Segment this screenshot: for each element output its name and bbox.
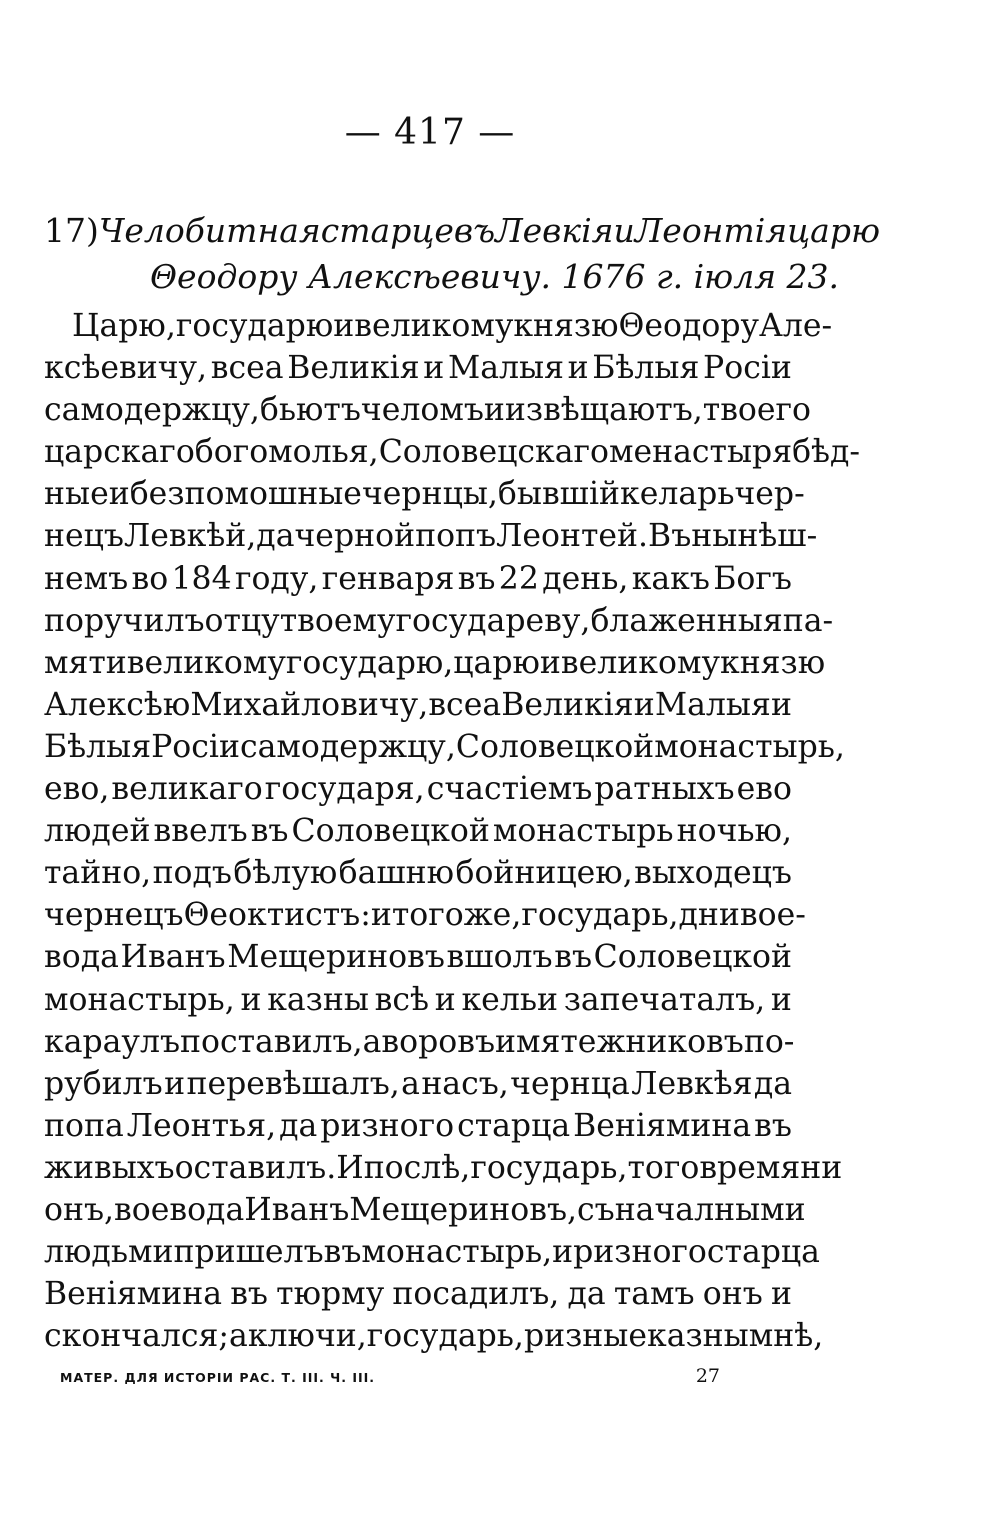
word: во [131,560,169,597]
word: Соловецскаго [378,434,609,471]
word: ризного [573,1234,707,1271]
heading-line-1 [44,208,881,254]
word: воровъ [381,1023,495,1060]
word: посадилъ, [392,1276,560,1313]
word: Великія [501,686,634,723]
text-line [44,1231,820,1273]
word: келарь [620,476,735,513]
word: дни [678,897,740,934]
word: па- [782,602,834,639]
word: и [333,308,355,344]
heading-word: царю [787,211,881,250]
text-line [44,389,812,431]
word: ризные [523,1318,647,1355]
word: въ [250,813,289,850]
word: 22 [498,560,539,597]
word: перевѣшалъ, [186,1065,400,1102]
word: да [256,518,295,555]
text-line [44,305,833,347]
word: и [567,350,589,387]
word: безпомошные [129,476,362,513]
text-line [44,1147,843,1189]
word: немъ [44,560,129,597]
word: скончался; [44,1318,230,1355]
word: какъ [631,560,710,597]
word: по- [743,1023,795,1060]
word: Бѣлыя [44,728,152,765]
word: времяни [699,1149,843,1186]
text-line [44,979,792,1021]
word: да [753,1065,792,1102]
word: царскаго [44,434,195,471]
word: самодержцу, [44,392,260,429]
word: нынѣш- [691,518,818,555]
word: твоего [702,392,812,429]
word: 184 [171,560,232,597]
word: рубилъ [44,1065,163,1102]
word: монастырь, [654,728,845,765]
heading-line-2: Θеодору Алексѣевичу. 1676 г. іюля 23. [150,257,840,296]
text-line [44,1063,792,1105]
word: и [539,644,561,681]
word: оставилъ. [174,1149,337,1186]
word: чернцы, [361,476,498,513]
word: Малыя [447,350,564,387]
heading-word: Челобитная [98,211,321,250]
word: Михайловичу, [190,686,429,723]
word: Алексѣю [44,686,191,723]
word: же, [463,897,522,934]
word: Але- [759,308,833,344]
word: кельи [461,981,558,1018]
word: и [770,1276,792,1313]
word: самодержцу, [239,728,456,765]
word: богомолья, [194,434,379,471]
footer-source: МАТЕР. ДЛЯ ИСТОРІИ РАС. Т. III. Ч. III. [60,1370,376,1385]
word: ево, [44,771,110,808]
word: бывшій [497,476,621,513]
word: Малыя [654,686,771,723]
word: бѣд- [792,434,861,471]
word: выходецъ [634,855,792,892]
word: князю [513,308,619,344]
word: Левкѣй, [123,518,257,555]
word: бойницею, [455,855,633,892]
word: и [495,1023,516,1060]
word: насъ, [421,1065,509,1102]
word: великому [354,308,514,344]
word: Θеоктистъ: [183,897,371,934]
word: и [770,981,792,1018]
text-line [44,684,792,726]
word: ризного [320,1107,455,1144]
word: Иванъ [244,1191,350,1228]
word: вое- [739,897,806,934]
word: старца [457,1107,571,1144]
word: и [240,981,262,1018]
word: всѣ [374,981,430,1018]
word: попа [44,1107,124,1144]
word: чер- [734,476,805,513]
text-line [44,726,845,768]
word: всеа [210,350,284,387]
word: да [279,1107,318,1144]
text-line [44,1315,824,1357]
heading-word: старцевъ [320,211,496,250]
word: караулъ [44,1023,180,1060]
word: государь, [521,897,679,934]
word: великаго [111,771,263,808]
word: въ [754,1107,792,1144]
word: пришелъ [173,1234,324,1271]
word: ключи, [247,1318,367,1355]
word: менастыря [608,434,793,471]
word: государю [175,308,334,344]
word: онъ [702,1276,763,1313]
word: Соловецкой [593,939,792,976]
page-number: — 417 — [344,112,516,153]
word: Царю, [72,308,176,344]
word: мнѣ, [748,1318,824,1355]
text-line [44,1105,792,1147]
word: государю, [285,644,454,681]
word: челомъ [360,392,484,429]
word: ксѣевичу, [44,350,208,387]
word: и [483,392,505,429]
word: великому [126,644,286,681]
word: Левкѣя [631,1065,753,1102]
word: чернецъ [44,897,184,934]
word: запечаталъ, [563,981,766,1018]
word: и [370,897,392,934]
word: бѣлую [233,855,338,892]
word: и [164,1065,186,1102]
word: а [362,1023,382,1060]
word: Росіи [151,728,240,765]
word: въ [457,560,496,597]
text-line [44,558,792,600]
word: вшолъ [446,939,553,976]
word: въ [323,1234,362,1271]
text-line [44,810,792,852]
word: отцу [204,602,280,639]
text-line [44,1273,792,1315]
text-line [44,1189,806,1231]
word: поручилъ [44,602,205,639]
word: князю [720,644,826,681]
text-line [44,347,792,389]
word: поставилъ, [180,1023,363,1060]
word: ночью, [676,813,792,850]
word: всеа [428,686,502,723]
word: ратныхъ [594,771,735,808]
word: живыхъ [44,1149,175,1186]
text-line [44,768,792,810]
word: мятежниковъ [516,1023,744,1060]
word: Леонтья, [126,1107,277,1144]
page-footer [60,1365,720,1387]
signature-mark: 27 [695,1365,720,1387]
heading-word: Левкія [495,211,614,250]
word: черной [294,518,416,555]
word: и [770,686,792,723]
word: монастырь, [361,1234,553,1271]
word: и [552,1234,574,1271]
word: подъ [152,855,232,892]
word: государь, [366,1318,524,1355]
word: и [434,981,456,1018]
word: и [633,686,655,723]
word: бьютъ [259,392,361,429]
word: извѣщаютъ, [504,392,703,429]
word: Мещериновъ [227,939,445,976]
word: Въ [648,518,692,555]
word: чернца [510,1065,630,1102]
word: вода [44,939,119,976]
word: того [627,1149,700,1186]
word: блаженныя [590,602,783,639]
word: того [391,897,464,934]
word: монастырь [492,813,674,850]
word: великому [560,644,720,681]
word: Великія [287,350,420,387]
text-line [44,473,805,515]
word: день, [542,560,629,597]
heading-word: Леонтія [634,211,788,250]
word: съ [577,1191,615,1228]
word: послѣ, [363,1149,471,1186]
word: въ [554,939,593,976]
text-line [44,894,806,936]
word: Леонтей. [496,518,649,555]
word: ево [736,771,792,808]
word: Иванъ [120,939,226,976]
text-line [44,515,818,557]
text-line [44,642,826,684]
word: а [229,1318,248,1355]
word: мяти [44,644,127,681]
word: старца [706,1234,820,1271]
word: онъ, [44,1191,115,1228]
word: въ [230,1276,268,1313]
word: твоему [279,602,396,639]
body-text [44,305,861,1357]
word: году, [234,560,319,597]
word: И [336,1149,364,1186]
word: государеву, [395,602,591,639]
text-line [44,936,792,978]
word: воевода [114,1191,245,1228]
text-line [44,600,834,642]
text-line [44,852,792,894]
heading-number: 17) [44,211,99,250]
word: Соловецкой [455,728,655,765]
heading-word: и [613,211,635,250]
word: казны [267,981,369,1018]
word: людей [44,813,151,850]
word: да [567,1276,606,1313]
word: нецъ [44,518,124,555]
word: началными [614,1191,806,1228]
word: Веніямина [573,1107,752,1144]
word: государя, [264,771,425,808]
word: монастырь, [44,981,235,1018]
word: казны [647,1318,749,1355]
word: Θеодору [618,308,760,344]
text-line [44,431,861,473]
word: башню [338,855,455,892]
word: тюрму [276,1276,385,1313]
word: а [401,1065,420,1102]
text-line [44,1021,795,1063]
word: Богъ [713,560,792,597]
word: ввелъ [153,813,248,850]
word: и [108,476,130,513]
word: Росіи [703,350,792,387]
word: Веніямина [44,1276,223,1313]
word: Бѣлыя [592,350,700,387]
word: тамъ [613,1276,695,1313]
word: Мещериновъ, [349,1191,577,1228]
word: тайно, [44,855,152,892]
word: государь, [470,1149,628,1186]
word: и [423,350,445,387]
word: царю [453,644,540,681]
word: ные [44,476,109,513]
word: Соловецкой [291,813,490,850]
document-heading [44,208,881,300]
word: людьми [44,1234,174,1271]
word: счастіемъ [426,771,593,808]
word: генваря [321,560,455,597]
word: попъ [415,518,497,555]
